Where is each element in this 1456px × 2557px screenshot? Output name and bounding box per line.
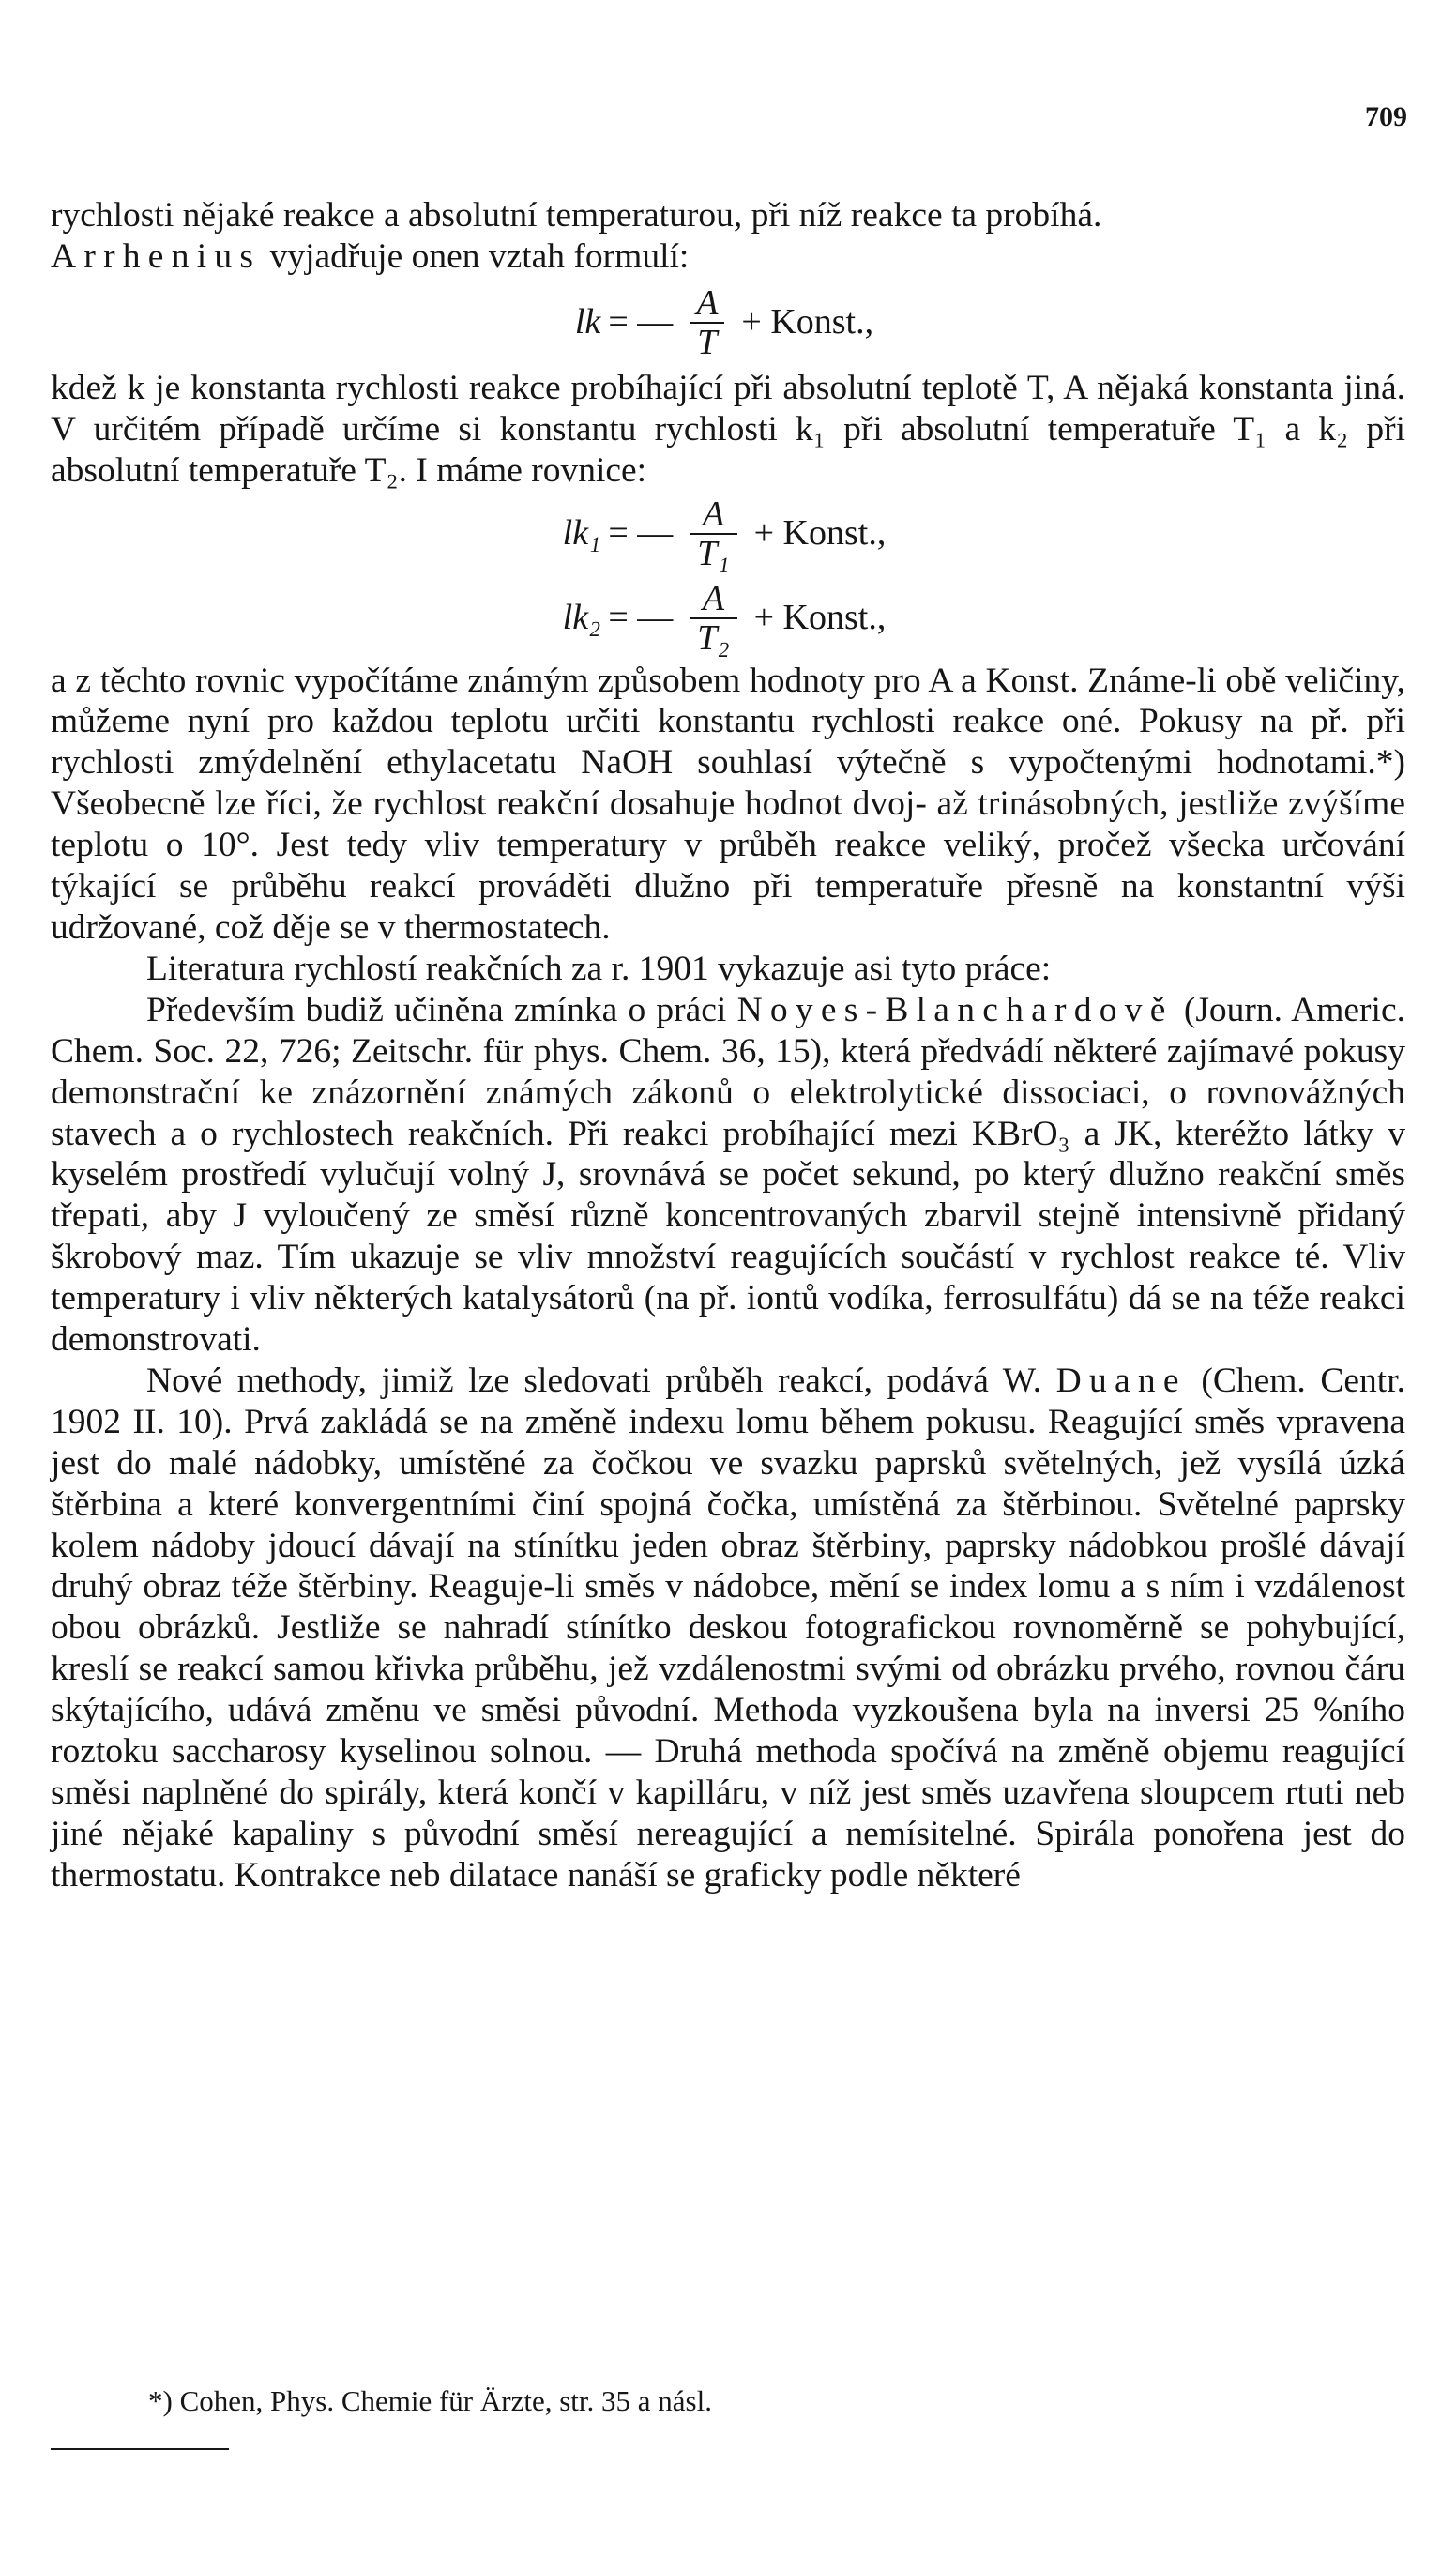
formula-3-fraction <box>690 580 736 657</box>
formula-3 <box>51 576 1405 661</box>
paragraph-5-rest: (Journ. Americ. Chem. Soc. 22, 726; Zeitschr. für phys. Chem. 36, 15), která předvádí některé zajímavé pokusy demonstrační ke znázornění známých zákonů o elektrolytické dissociaci, o rovnovážných stavech a o rychlostech reakčních. Při reakci probíhající mezi KBrO₃ a JK, kteréžto látky v kyselém prostředí vylučují volný J, srovnává se počet sekund, po který dlužno reakční směs třepati, aby J vyloučený ze směsí různě koncentrovaných zbarvil stejně intensivně přidaný škrobový maz. Tím ukazuje se vliv množství reagujících součástí v rychlost reakce té. Vliv temperatury i vliv některých katalysátorů (na př. iontů vodíka, ferrosulfátu) dá se na téže reakci demonstrovati. <box>51 990 1405 1360</box>
paragraph-4: Literatura rychlostí reakčních za r. 1901 vykazuje asi tyto práce: <box>146 949 1052 988</box>
formula-1-fraction <box>690 284 724 361</box>
paragraph-1-text: rychlosti nějaké reakce a absolutní temperaturou, při níž reakce ta probíhá. <box>51 196 1102 235</box>
formula-2-numerator: A <box>702 494 725 534</box>
formula-1-denominator: T <box>690 322 724 361</box>
author-duane: Duane <box>1055 1361 1187 1400</box>
formula-3-numerator: A <box>702 578 725 618</box>
formula-3-lhs: lk₂ <box>562 597 601 637</box>
page-number: 709 <box>1365 101 1407 132</box>
footnote-rule <box>51 2448 229 2450</box>
paragraph-6-rest: (Chem. Centr. 1902 II. 10). Prvá zakládá se na změně indexu lomu během pokusu. Reagující směs vpravena jest do malé nádobky, umístěné za čočkou ve svazku paprsků světelných, jež vysílá úzká štěrbina a které konvergentními činí spojná čočka, umístěná za štěrbinou. Světelné paprsky kolem nádoby jdoucí dávají na stínítku jeden obraz štěrbiny, paprsky nádobkou prošlé dávají druhý obraz téže štěrbiny. Reaguje-li směs v nádobce, mění se index lomu a s ním i vzdálenost obou obrázků. Jestliže se nahradí stínítko deskou fotografickou rovnoměrně se pohybující, kreslí se reakcí samou křivka průběhu, jež vzdálenostmi svými od obrázku prvého, rovnou čáru skýtajícího, udává změnu ve směsi původní. Methoda vyzkoušena byla na inversi 25 %ního roztoku saccharosy kyselinou solnou. — Druhá methoda spočívá na změně objemu reagující směsi naplněné do spirály, která končí v kapilláru, v níž jest směs uzavřena sloupcem rtuti neb jiné nějaké kapaliny s původní směsí nereagující a nemísitelné. Spirála ponořena jest do thermostatu. Kontrakce neb dilatace nanáší se graficky podle některé <box>51 1361 1405 1895</box>
formula-2-plus: + Konst., <box>753 512 887 553</box>
formula-1 <box>51 278 1405 368</box>
paragraph-6 <box>51 1361 1405 1896</box>
footnote: *) Cohen, Phys. Chemie für Ärzte, str. 35 a násl. <box>148 2384 712 2417</box>
formula-1-lhs: lk <box>574 301 601 342</box>
formula-2-eq: = — <box>608 512 674 553</box>
body-text <box>51 195 1405 1896</box>
formula-1-plus: + Konst., <box>741 301 874 342</box>
paragraph-3: a z těchto rovnic vypočítáme známým způsobem hodnoty pro A a Konst. Známe-li obě veličiny, můžeme nyní pro každou teplotu určiti konstantu rychlosti reakce oné. Pokusy na př. při rychlosti zmýdelnění ethylacetatu NaOH souhlasí výtečně s vypočtenými hodnotami.*) Všeobecně lze říci, že rychlost reakční dosahuje hodnot dvoj- až trinásobných, jestliže zvýšíme teplotu o 10°. Jest tedy vliv temperatury v průběh reakce veliký, pročež všecka určování týkající se průběhu reakcí prováděti dlužno při temperatuře přesně na konstantní výši udržované, což děje se v thermostatech. <box>51 661 1405 947</box>
formula-3-eq: = — <box>608 597 674 637</box>
paragraph-1 <box>51 195 1405 278</box>
formula-2 <box>51 492 1405 576</box>
author-noyes-blanchard: Noyes-Blanchardově <box>736 990 1174 1029</box>
paragraph-1-rest: vyjadřuje onen vztah formulí: <box>261 236 690 276</box>
paragraph-2: kdež k je konstanta rychlosti reakce probíhající při absolutní teplotě T, A nějaká konstanta jiná. V určitém případě určíme si konstantu rychlosti k₁ při absolutní temperatuře T₁ a k₂ při absolutní temperatuře T₂. I máme rovnice: <box>51 368 1405 490</box>
formula-1-eq: = — <box>608 301 674 342</box>
formula-3-denominator: T₂ <box>690 617 736 657</box>
paragraph-5 <box>51 990 1405 1361</box>
formula-1-numerator: A <box>696 282 719 323</box>
paragraph-6-start: Nové methody, jimiž lze sledovati průběh reakcí, podává W. <box>146 1361 1056 1400</box>
formula-2-fraction <box>690 495 736 572</box>
paragraph-5-start: Především budiž učiněna zmínka o práci <box>146 990 737 1029</box>
formula-3-plus: + Konst., <box>753 597 887 637</box>
author-arrhenius: Arrhenius <box>51 236 262 276</box>
formula-2-denominator: T₁ <box>690 533 736 572</box>
formula-2-lhs: lk₁ <box>562 512 601 553</box>
